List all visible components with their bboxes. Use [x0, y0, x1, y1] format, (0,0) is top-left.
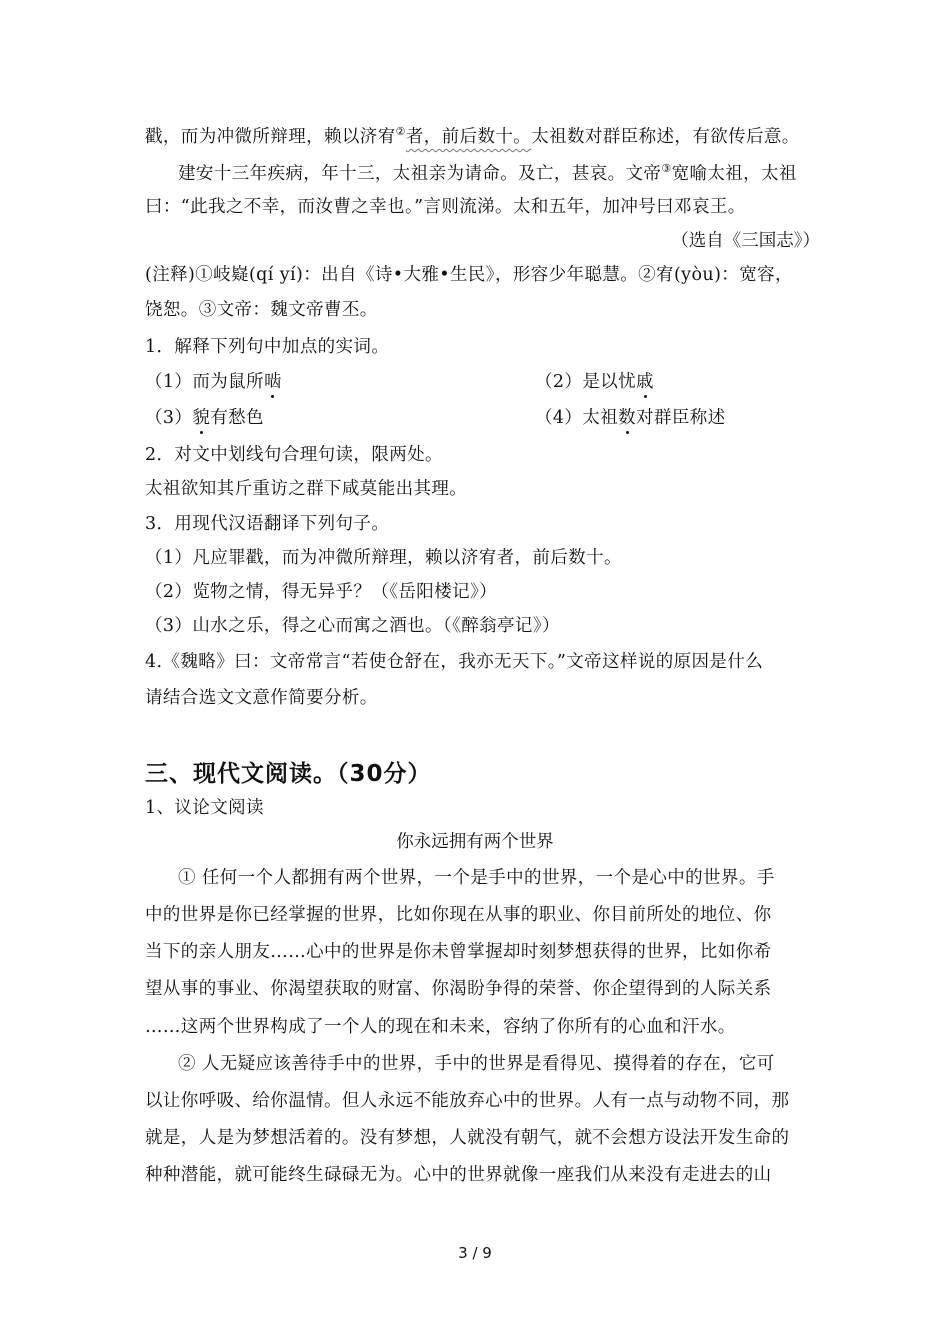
footnote-marker: ②	[395, 125, 406, 138]
question-2-title: 2．对文中划线句合理句读，限两处。	[145, 445, 443, 465]
passage-line-2	[178, 157, 848, 186]
paragraph-2-line: 以让你呼吸、给你温情。但人永远不能放弃心中的世界。人有一点与动物不同，那	[145, 1091, 790, 1111]
question-1-title: 1．解释下列句中加点的实词。	[145, 337, 390, 357]
text: （2）是以忧	[535, 372, 637, 392]
page-number: 3 / 9	[458, 1244, 492, 1262]
notes-line-1: (注释)①岐嶷(qí yí)：出自《诗•大雅•生民》，形容少年聪慧。②宥(yòu)：宽容，	[145, 265, 793, 285]
dotted-character: 貌	[192, 408, 211, 428]
paragraph-1-line: 当下的亲人朋友……心中的世界是你未曾掌握却时刻梦想获得的世界，比如你希	[145, 942, 772, 962]
text: （4）太祖	[535, 408, 619, 428]
question-3-item-3: （3）山水之乐，得之心而寓之酒也。（《醉翁亭记》）	[145, 616, 560, 636]
notes-line-2: 饶恕。③文帝：魏文帝曹丕。	[145, 300, 378, 320]
question-3-title: 3．用现代汉语翻译下列句子。	[145, 514, 390, 534]
question-1-item-2	[535, 370, 654, 394]
section-subheading: 1、议论文阅读	[145, 798, 264, 818]
passage-line-3: 曰：“此我之不幸，而汝曹之幸也。”言则流涕。太和五年，加冲号曰邓哀王。	[145, 197, 746, 217]
text: 戳，而为冲微所辩理，赖以济宥	[145, 127, 396, 147]
paragraph-1-line: ……这两个世界构成了一个人的现在和未来，容纳了你所有的心血和汗水。	[145, 1017, 736, 1037]
text: 宽喻太祖，太祖	[671, 164, 797, 184]
paragraph-1-line: 中的世界是你已经掌握的世界，比如你现在从事的职业、你目前所处的地位、你	[145, 905, 772, 925]
question-1-row-1	[145, 370, 815, 394]
paragraph-2-line: 种种潜能，就可能终生碌碌无为。心中的世界就像一座我们从来没有走进去的山	[145, 1165, 772, 1185]
dotted-character: 啮	[263, 372, 282, 392]
paragraph-1-line: 望从事的事业、你渴望获取的财富、你渴盼争得的荣誉、你企望得到的人际关系	[145, 979, 772, 999]
text: （3）	[145, 408, 193, 428]
paragraph-2-line: ② 人无疑应该善待手中的世界，手中的世界是看得见、摸得着的存在，它可	[178, 1054, 775, 1074]
text: 太祖数对群臣称述，有欲传后意。	[531, 127, 800, 147]
text: 有愁色	[210, 408, 264, 428]
dotted-character: 戚	[636, 372, 654, 392]
question-2-sentence: 太祖欲知其斤重访之群下咸莫能出其理。	[145, 479, 468, 499]
wavy-underlined-text: 者，前后数十。	[405, 127, 532, 147]
question-1-row-2	[145, 406, 815, 430]
paragraph-1-line: ① 任何一个人都拥有两个世界，一个是手中的世界，一个是心中的世界。手	[178, 868, 775, 888]
text: 对群臣称述	[636, 408, 726, 428]
dotted-character: 数	[618, 408, 637, 428]
text: 建安十三年疾病，年十三，太祖亲为请命。及亡，甚哀。文帝	[178, 164, 662, 184]
question-4-line-1: 4.《魏略》曰：文帝常言“若使仓舒在，我亦无天下。”文帝这样说的原因是什么	[145, 652, 764, 672]
question-3-item-2: （2）览物之情，得无异乎？（《岳阳楼记》）	[145, 582, 498, 602]
text: （1）而为鼠所	[145, 372, 264, 392]
question-3-item-1: （1）凡应罪戳，而为冲微所辩理，赖以济宥者，前后数十。	[145, 548, 622, 568]
question-4-line-2: 请结合选文文意作简要分析。	[145, 688, 378, 708]
article-title: 你永远拥有两个世界	[396, 832, 554, 852]
footnote-marker: ③	[661, 162, 672, 175]
passage-line-1	[145, 120, 815, 149]
source-citation: （选自《三国志》）	[671, 231, 820, 251]
section-heading: 三、现代文阅读。（30分）	[145, 761, 432, 787]
paragraph-2-line: 就是，人是为梦想活着的。没有梦想，人就没有朝气，就不会想方设法开发生命的	[145, 1128, 790, 1148]
question-1-item-4	[535, 406, 726, 430]
